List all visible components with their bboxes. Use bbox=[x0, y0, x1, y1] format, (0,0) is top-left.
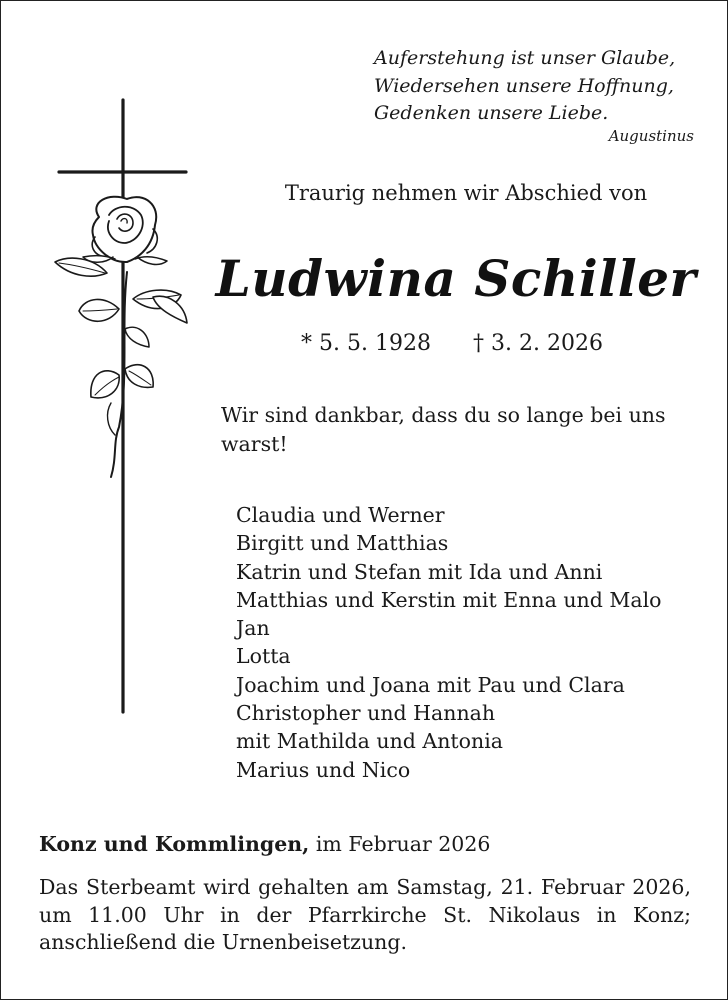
mourners-list bbox=[236, 501, 706, 784]
farewell-intro: Traurig nehmen wir Abschied von bbox=[284, 181, 648, 205]
mourner-entry: Joachim und Joana mit Pau und Clara bbox=[236, 672, 625, 697]
place-and-date bbox=[39, 832, 490, 856]
quote-line: Wiedersehen unsere Hoffnung, bbox=[374, 74, 674, 97]
deceased-name: Ludwina Schiller bbox=[215, 249, 697, 308]
memorial-quote bbox=[374, 45, 704, 146]
death-date: † 3. 2. 2026 bbox=[473, 331, 603, 356]
cross-with-rose-icon bbox=[49, 97, 194, 717]
quote-author: Augustinus bbox=[608, 126, 694, 145]
quote-line: Auferstehung ist unser Glaube, bbox=[374, 47, 676, 69]
mourner-entry: Matthias und Kerstin mit Enna und Malo bbox=[236, 587, 662, 612]
birth-date: * 5. 5. 1928 bbox=[301, 331, 431, 356]
mourner-entry: Lotta bbox=[236, 644, 291, 669]
gratitude-text: Wir sind dankbar, dass du so lange bei uns warst! bbox=[221, 403, 666, 456]
place-date: im Februar 2026 bbox=[315, 832, 491, 856]
mourner-entry: mit Mathilda und Antonia bbox=[236, 729, 503, 754]
place-location: Konz und Kommlingen, bbox=[39, 832, 310, 856]
service-announcement: Das Sterbeamt wird gehalten am Samstag, 21. Februar 2026, um 11.00 Uhr in der Pfarrkirche St. Nikolaus in Konz; anschließend die Urnenbeisetzung. bbox=[39, 875, 691, 954]
mourner-entry: Christopher und Hannah bbox=[236, 701, 496, 726]
mourner-entry: Claudia und Werner bbox=[236, 503, 445, 527]
mourner-entry: Jan bbox=[236, 616, 270, 641]
mourner-entry: Katrin und Stefan mit Ida und Anni bbox=[236, 559, 603, 584]
mourner-entry: Birgitt und Matthias bbox=[236, 531, 449, 556]
quote-line: Gedenken unsere Liebe. bbox=[374, 102, 609, 124]
mourner-entry: Marius und Nico bbox=[236, 757, 411, 782]
